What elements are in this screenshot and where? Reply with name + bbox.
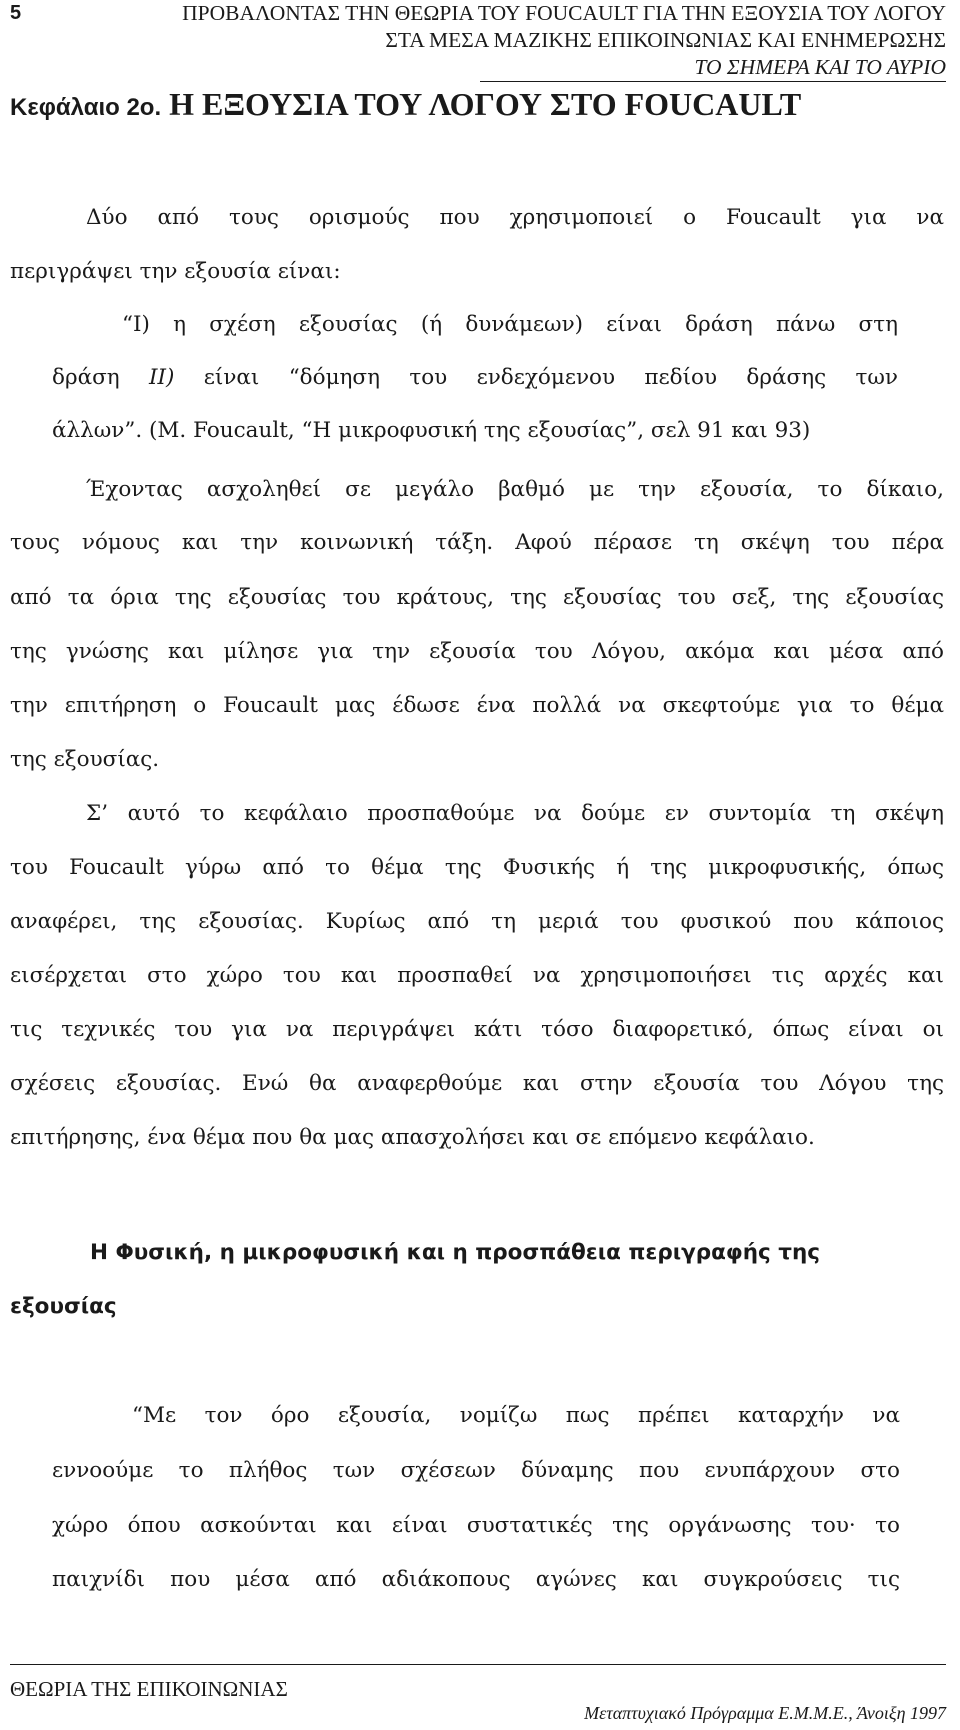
chapter-title <box>10 86 801 123</box>
body-line: αναφέρει, της εξουσίας. Κυρίως από τη μεριά του φυσικού που κάποιος <box>10 909 944 934</box>
block-quote-line: “Με τον όρο εξουσία, νομίζω πως πρέπει καταρχήν να <box>132 1403 900 1428</box>
section-heading: Η Φυσική, η μικροφυσική και η προσπάθεια περιγραφής της <box>90 1240 821 1265</box>
body-line: της γνώσης και μίλησε για την εξουσία του Λόγου, ακόμα και μέσα από <box>10 639 944 664</box>
quote-line <box>52 365 898 390</box>
body-line: την επιτήρηση ο Foucault μας έδωσε ένα πολλά να σκεφτούμε για το θέμα <box>10 693 944 718</box>
body-line: της εξουσίας. <box>10 747 160 772</box>
chapter-number: Κεφάλαιο 2ο. <box>10 94 162 121</box>
body-line: από τα όρια της εξουσίας του κράτους, της εξουσίας του σεξ, της εξουσίας <box>10 585 944 610</box>
block-quote-line: χώρο όπου ασκούνται και είναι συστατικές της οργάνωσης του· το <box>52 1513 900 1538</box>
quote-line: “I) η σχέση εξουσίας (ή δυνάμεων) είναι δράση πάνω στη <box>122 312 898 337</box>
header-line-2: ΣΤΑ ΜΕΣΑ ΜΑΖΙΚΗΣ ΕΠΙΚΟΙΝΩΝΙΑΣ ΚΑΙ ΕΝΗΜΕΡΩΣΗΣ <box>385 28 946 52</box>
body-line: περιγράψει την εξουσία είναι: <box>10 259 341 284</box>
block-quote-line: εννοούμε το πλήθος των σχέσεων δύναμης που ενυπάρχουν στο <box>52 1458 900 1483</box>
header-line-1: ΠΡΟΒΑΛΟΝΤΑΣ ΤΗΝ ΘΕΩΡΙΑ ΤΟΥ FOUCAULT ΓΙΑ ΤΗΝ ΕΞΟΥΣΙΑ ΤΟΥ ΛΟΓΟΥ <box>182 1 946 25</box>
body-line: εισέρχεται στο χώρο του και προσπαθεί να χρησιμοποιήσει τις αρχές και <box>10 963 944 988</box>
body-line: Έχοντας ασχοληθεί σε μεγάλο βαθμό με την εξουσία, το δίκαιο, <box>86 477 944 502</box>
quote-citation: άλλων”. (Μ. Foucault, “Η μικροφυσική της εξουσίας”, σελ 91 και 93) <box>52 418 811 443</box>
running-header <box>10 0 946 82</box>
chapter-heading: Η ΕΞΟΥΣΙΑ ΤΟΥ ΛΟΓΟΥ ΣΤΟ FOUCAULT <box>169 86 802 122</box>
footer-divider <box>10 1664 946 1665</box>
body-line: επιτήρησης, ένα θέμα που θα μας απασχολήσει και σε επόμενο κεφάλαιο. <box>10 1125 815 1150</box>
footer-left: ΘΕΩΡΙΑ ΤΗΣ ΕΠΙΚΟΙΝΩΝΙΑΣ <box>10 1677 288 1701</box>
body-line: τις τεχνικές του για να περιγράψει κάτι τόσο διαφορετικό, όπως είναι οι <box>10 1017 944 1042</box>
quote-segment: δράση <box>52 365 150 390</box>
body-line: τους νόμους και την κοινωνική τάξη. Αφού πέρασε τη σκέψη του πέρα <box>10 530 944 555</box>
section-heading-cont: εξουσίας <box>10 1294 117 1319</box>
body-line: σχέσεις εξουσίας. Ενώ θα αναφερθούμε και στην εξουσία του Λόγου της <box>10 1071 944 1096</box>
body-line: του Foucault γύρω από το θέμα της Φυσικής ή της μικροφυσικής, όπως <box>10 855 944 880</box>
quote-segment: είναι “δόμηση του ενδεχόμενου πεδίου δράσης των <box>174 365 898 390</box>
body-line: Δύο από τους ορισμούς που χρησιμοποιεί ο Foucault για να <box>86 205 944 230</box>
quote-segment-italic: II) <box>149 365 175 390</box>
page-number: 5 <box>10 2 22 24</box>
body-line: Σ’ αυτό το κεφάλαιο προσπαθούμε να δούμε εν συντομία τη σκέψη <box>86 801 944 826</box>
header-line-3: ΤΟ ΣΗΜΕΡΑ ΚΑΙ ΤΟ ΑΥΡΙΟ <box>480 54 946 82</box>
block-quote-line: παιχνίδι που μέσα από αδιάκοπους αγώνες και συγκρούσεις τις <box>52 1567 900 1592</box>
footer-right: Μεταπτυχιακό Πρόγραμμα Ε.Μ.Μ.Ε., Άνοιξη 1997 <box>584 1703 946 1723</box>
